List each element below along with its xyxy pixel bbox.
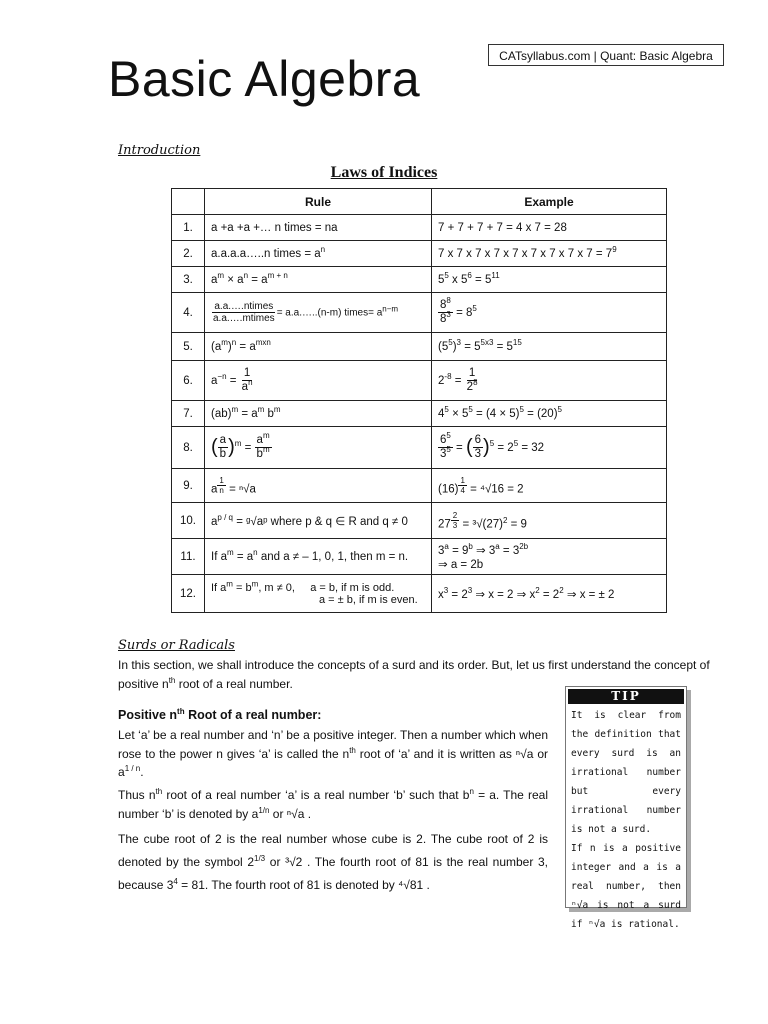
- table-row: [172, 503, 667, 539]
- rule-cell: If $a^m = b^m$, m ≠ 0, a = b, if m is odd. a = ± b, if m is even.: [205, 575, 432, 613]
- surds-paragraph-2: Thus $n^{th}$ root of a real number ‘a’ is a real number ‘b’ such that $b^n = a$. The real number ‘b’ is denoted by $a^{1/n}$ or ⁿ√a .: [118, 787, 548, 821]
- rule-cell: a $^{\frac{1}{n}}$ = ⁿ√a: [205, 469, 432, 503]
- table-row: [172, 427, 667, 469]
- example-cell: $3^a = 9^b$ ⇒ $3^a = 3^{2b}$ ⇒ a = 2b: [432, 539, 667, 575]
- section-heading-introduction: Introduction: [118, 143, 201, 158]
- row-number: 6.: [172, 361, 205, 401]
- example-cell: $x^3 = 2^3$ ⇒ x = 2 ⇒ $x^2 = 2^2$ ⇒ x = ± 2: [432, 575, 667, 613]
- table-row: [172, 401, 667, 427]
- row-number: 7.: [172, 401, 205, 427]
- example-cell: (16) $^{\frac{1}{4}}$ = ⁴√16 = 2: [432, 469, 667, 503]
- table-row: [172, 215, 667, 241]
- table-row: [172, 539, 667, 575]
- example-cell: $5^5$ x $5^6 = 5^{11}$: [432, 267, 667, 293]
- rule-cell: $a^{-n}$ = $\frac{1}{a^n}$: [205, 361, 432, 401]
- row-number: 9.: [172, 469, 205, 503]
- col-rule: Rule: [205, 189, 432, 215]
- laws-of-indices-table: [171, 188, 667, 613]
- table-row: [172, 267, 667, 293]
- example-cell: $(5^5)^3 = 5^{5x3} = 5^{15}$: [432, 333, 667, 361]
- row-number: 11.: [172, 539, 205, 575]
- example-cell: $\frac{8^8}{8^3}$ = $8^5$: [432, 293, 667, 333]
- col-num: [172, 189, 205, 215]
- row-number: 8.: [172, 427, 205, 469]
- table-row: [172, 241, 667, 267]
- rule-cell: $a^m \times a^n = a^{m + n}$: [205, 267, 432, 293]
- rule-cell: If $a^m = a^n$ and a ≠ – 1, 0, 1, then m = n.: [205, 539, 432, 575]
- tip-text-1: It is clear from the definition that every surd is an irrational number but every irrational number is not a surd.: [571, 710, 681, 835]
- table-row: [172, 469, 667, 503]
- tip-text-2: If n is a positive integer and a is a real number, then ⁿ√a is not a surd if ⁿ√a is rational.: [571, 843, 681, 930]
- rule-cell: a.a.a.a…..n times = $a^n$: [205, 241, 432, 267]
- row-number: 3.: [172, 267, 205, 293]
- tip-body: [566, 704, 686, 936]
- rule-cell: $(ab)^m = a^m$ $b^m$: [205, 401, 432, 427]
- row-number: 1.: [172, 215, 205, 241]
- rule-cell: a +a +a +… n times = na: [205, 215, 432, 241]
- rule-cell: $(a^m)^n = a^{mxn}$: [205, 333, 432, 361]
- rule-cell: $a^{p / q}$ = ᵍ√aᵖ where p & q ∈ R and q ≠ 0: [205, 503, 432, 539]
- surds-paragraph-3: The cube root of 2 is the real number whose cube is 2. The cube root of 2 is denoted by the symbol $2^{1/3}$ or ³√2 . The fourth root of 81 is the real number 3, because $3^4 = 81$. The fourth root of 81 is denoted by ⁴√81 .: [118, 832, 548, 892]
- rule-cell: $\frac{\text{a.a.….ntimes}}{\text{a.a.….mtimes}}$ = a.a.…..(n-m) times= $a^{n-m}$: [205, 293, 432, 333]
- subheading-positive-nth-root: Positive $n^{th}$ Root of a real number:: [118, 706, 322, 722]
- col-example: Example: [432, 189, 667, 215]
- surds-paragraph-1: Let ‘a’ be a real number and ‘n’ be a positive integer. Then a number which when rose to the power n gives ‘a’ is called the $n^{th}$ root of ‘a’ and it is written as ⁿ√a or $a^{1 / n}$.: [118, 728, 548, 779]
- page-title: Basic Algebra: [108, 51, 421, 107]
- table-row: [172, 361, 667, 401]
- section-heading-surds: Surds or Radicals: [118, 638, 235, 653]
- row-number: 2.: [172, 241, 205, 267]
- surds-intro-paragraph: In this section, we shall introduce the concepts of a surd and its order. But, let us first understand the concept of positive $n^{th}$ root of a real number.: [118, 658, 710, 691]
- table-row: [172, 575, 667, 613]
- table-row: [172, 293, 667, 333]
- example-cell: 7 + 7 + 7 + 7 = 4 x 7 = 28: [432, 215, 667, 241]
- table-title: Laws of Indices: [330, 164, 438, 181]
- table-row: [172, 333, 667, 361]
- row-number: 4.: [172, 293, 205, 333]
- table-header-row: [172, 189, 667, 215]
- example-cell: $2^{-8}$ = $\frac{1}{2^8}$: [432, 361, 667, 401]
- row-number: 12.: [172, 575, 205, 613]
- tip-label: TIP: [568, 689, 684, 704]
- tip-box: [565, 686, 687, 930]
- example-cell: 27 $^{\frac{2}{3}}$ = $^3√(27)^2 = 9$: [432, 503, 667, 539]
- row-number: 5.: [172, 333, 205, 361]
- example-cell: $\frac{6^5}{3^5}$ = ( $\frac{6}{3}$ )$^5 = 2^5 = 32$: [432, 427, 667, 469]
- site-tag: CATsyllabus.com | Quant: Basic Algebra: [488, 44, 724, 66]
- example-cell: 7 x 7 x 7 x 7 x 7 x 7 x 7 x 7 x $7 = 7^9$: [432, 241, 667, 267]
- example-cell: $4^5 \times 5^5 = (4 \times 5)^5 = (20)^5$: [432, 401, 667, 427]
- row-number: 10.: [172, 503, 205, 539]
- rule-cell: ( $\frac{a}{b}$ )$^m$ = $\frac{a^m}{b^m}$: [205, 427, 432, 469]
